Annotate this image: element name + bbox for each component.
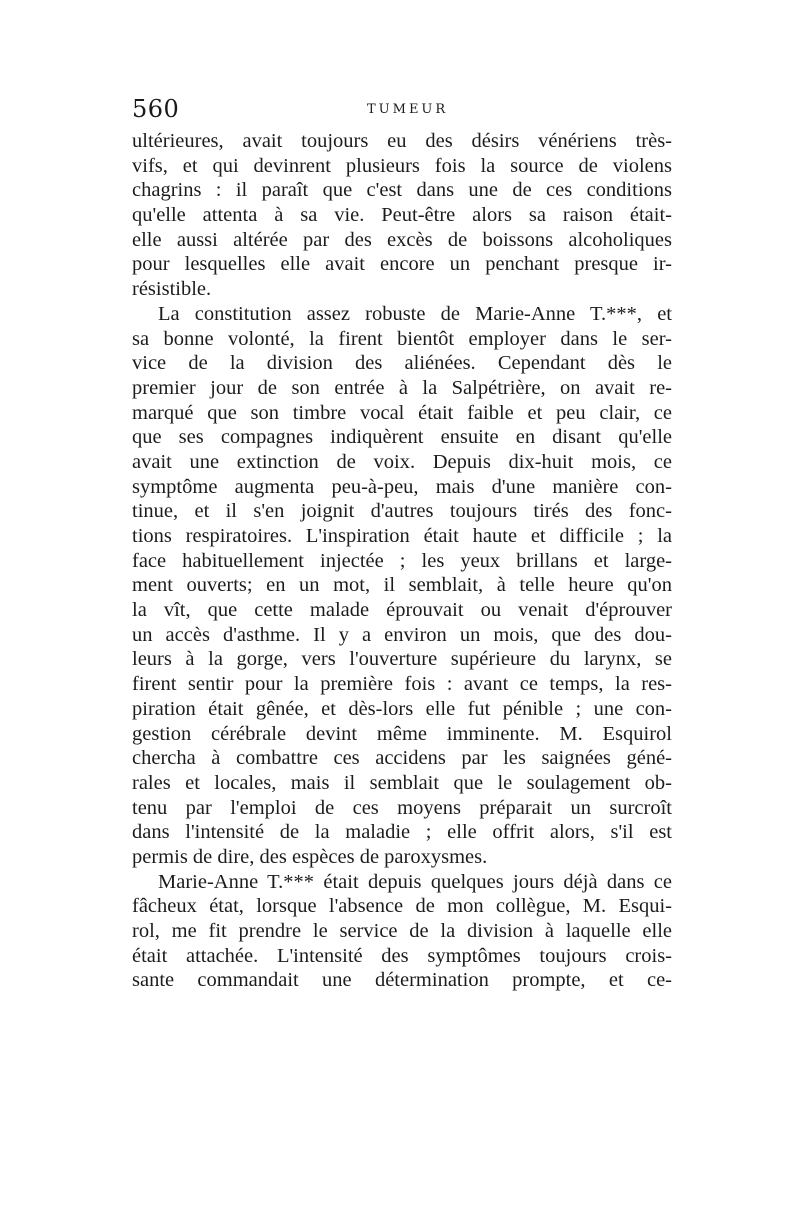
text-line: était attachée. L'intensité des symptômes toujours crois- (132, 944, 672, 967)
text-line: tions respiratoires. L'inspiration était haute et difficile ; la (132, 525, 672, 547)
text-line: sa bonne volonté, la firent bientôt employer dans le ser- (132, 327, 672, 350)
text-line: un accès d'asthme. Il y a environ un mois, que des dou- (132, 623, 672, 646)
text-line: ultérieures, avait toujours eu des désirs vénériens très- (132, 130, 672, 152)
text-line: La constitution assez robuste de Marie-Anne T.***, et (158, 302, 672, 325)
text-line: que ses compagnes indiquèrent ensuite en disant qu'elle (132, 426, 672, 449)
text-line: rol, me fit prendre le service de la division à laquelle elle (132, 920, 672, 942)
text-line: fâcheux état, lorsque l'absence de mon collègue, M. Esqui- (132, 895, 672, 918)
text-line: Marie-Anne T.*** était depuis quelques jours déjà dans ce (158, 870, 672, 893)
text-line: gestion cérébrale devint même imminente. M. Esquirol (132, 722, 672, 745)
text-line: leurs à la gorge, vers l'ouverture supérieure du larynx, se (132, 648, 672, 671)
text-line: piration était gênée, et dès-lors elle fut pénible ; une con- (132, 697, 672, 720)
text-line: rales et locales, mais il semblait que le soulagement ob- (132, 771, 672, 794)
text-line: permis de dire, des espèces de paroxysmes. (132, 845, 488, 868)
text-line: sante commandait une détermination prompte, et ce- (132, 969, 672, 992)
text-line: marqué que son timbre vocal était faible et peu clair, ce (132, 401, 672, 424)
text-line: vifs, et qui devinrent plusieurs fois la source de violens (132, 154, 672, 177)
text-line: pour lesquelles elle avait encore un penchant presque ir- (132, 253, 672, 276)
text-line: chagrins : il paraît que c'est dans une de ces conditions (132, 179, 672, 202)
text-line: tenu par l'emploi de ces moyens préparait un surcroît (132, 796, 672, 819)
text-line: vice de la division des aliénées. Cependant dès le (132, 352, 672, 375)
running-head: TUMEUR (367, 102, 449, 117)
page-number: 560 (132, 95, 180, 123)
text-line: ment ouverts; en un mot, il semblait, à telle heure qu'on (132, 574, 672, 597)
page-header (132, 95, 672, 129)
text-line: résistible. (132, 278, 212, 301)
text-line: qu'elle attenta à sa vie. Peut-être alors sa raison était- (132, 204, 672, 227)
text-line: dans l'intensité de la maladie ; elle offrit alors, s'il est (132, 821, 672, 844)
text-line: la vît, que cette malade éprouvait ou venait d'éprouver (132, 599, 672, 622)
text-line: tinue, et il s'en joignit d'autres toujours tirés des fonc- (132, 500, 672, 523)
text-line: elle aussi altérée par des excès de boissons alcoholiques (132, 228, 672, 251)
text-line: chercha à combattre ces accidens par les saignées géné- (132, 747, 672, 770)
text-line: firent sentir pour la première fois : avant ce temps, la res- (132, 673, 672, 696)
text-line: premier jour de son entrée à la Salpétrière, on avait re- (132, 376, 672, 399)
text-line: avait une extinction de voix. Depuis dix-huit mois, ce (132, 450, 672, 473)
text-line: symptôme augmenta peu-à-peu, mais d'une manière con- (132, 475, 672, 498)
text-line: face habituellement injectée ; les yeux brillans et large- (132, 549, 672, 572)
body-text (132, 129, 672, 993)
